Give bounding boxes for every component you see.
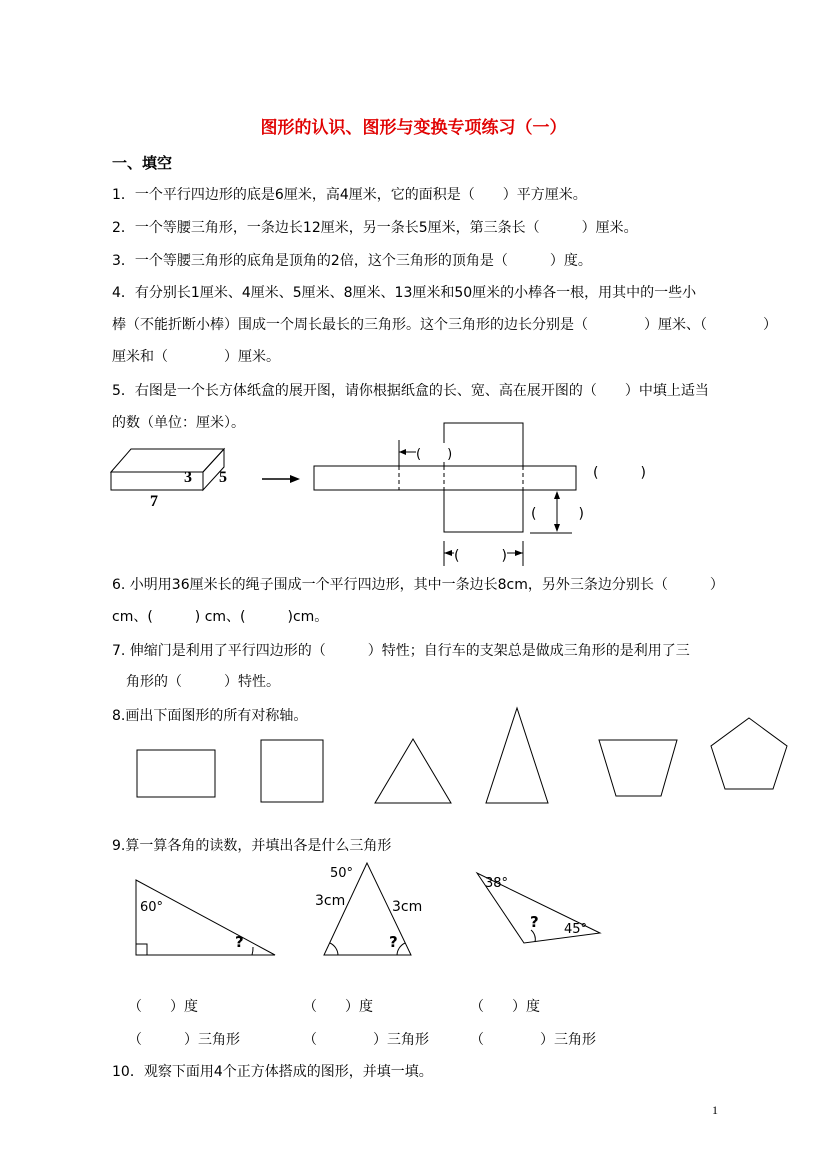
net-blank-top[interactable]: ( ) [416, 443, 452, 462]
t1-angle-label: 60° [140, 900, 164, 915]
question-10: 10．观察下面用4个正方体搭成的图形，并填一填。 [112, 1064, 433, 1080]
degree-blank-3[interactable]: （ ）度 [470, 999, 540, 1015]
triangle-type-blank-3[interactable]: （ ）三角形 [470, 1032, 596, 1048]
t3-angle-b-label: 45° [564, 922, 588, 937]
question-5-line-1: 5．右图是一个长方体纸盒的展开图，请你根据纸盒的长、宽、高在展开图的（ ）中填上适当 [112, 383, 709, 399]
question-9: 9.算一算各角的读数，并填出各是什么三角形 [112, 838, 392, 854]
question-7-line-2: 角形的（ ）特性。 [126, 674, 280, 690]
degree-blank-2[interactable]: （ ）度 [303, 999, 373, 1015]
degree-blank-1[interactable]: （ ）度 [128, 999, 198, 1015]
t3-unknown-angle: ? [530, 913, 539, 931]
net-blank-right[interactable]: ( ) [593, 465, 646, 481]
question-6-line-2: cm、( ) cm、( )cm。 [112, 609, 329, 625]
t2-top-angle-label: 50° [330, 866, 354, 881]
box-width-label: 3 [184, 469, 192, 486]
net-blank-bottom[interactable]: ( ) [454, 545, 507, 565]
question-4-line-3: 厘米和（ ）厘米。 [112, 349, 280, 365]
question-3: 3．一个等腰三角形的底角是顶角的2倍，这个三角形的顶角是（ ）度。 [112, 253, 592, 269]
box-height-label: 5 [219, 469, 227, 486]
t2-right-side-label: 3cm [392, 899, 423, 915]
section-heading: 一、填空 [112, 154, 173, 172]
t1-unknown-angle: ? [235, 933, 244, 951]
question-8: 8.画出下面图形的所有对称轴。 [112, 708, 308, 724]
right-triangle [136, 880, 275, 955]
question-6-line-1: 6. 小明用36厘米长的绳子围成一个平行四边形，其中一条边长8cm，另外三条边分别长（ ） [112, 577, 724, 593]
question-7-line-1: 7. 伸缩门是利用了平行四边形的（ ）特性；自行车的支架总是做成三角形的是利用了三 [112, 643, 690, 659]
t2-unknown-angle: ? [389, 933, 398, 951]
box-length-label: 7 [150, 493, 158, 510]
t3-angle-a-label: 38° [485, 876, 509, 891]
question-2: 2．一个等腰三角形，一条边长12厘米，另一条长5厘米，第三条长（ ）厘米。 [112, 220, 638, 236]
triangle-type-blank-2[interactable]: （ ）三角形 [303, 1032, 429, 1048]
question-4-line-2: 棒（不能折断小棒）围成一个周长最长的三角形。这个三角形的边长分别是（ ）厘米、（ ） [112, 317, 777, 333]
question-1: 1．一个平行四边形的底是6厘米，高4厘米，它的面积是（ ）平方厘米。 [112, 187, 587, 203]
page-title: 图形的认识、图形与变换专项练习（一） [260, 118, 567, 138]
question-4-line-1: 4．有分别长1厘米、4厘米、5厘米、8厘米、13厘米和50厘米的小棒各一根，用其中的一些小 [112, 285, 697, 301]
t2-left-side-label: 3cm [315, 893, 346, 909]
question-5-line-2: 的数（单位：厘米）。 [112, 415, 245, 431]
net-blank-side[interactable]: ( ) [531, 506, 584, 522]
triangle-type-blank-1[interactable]: （ ）三角形 [128, 1032, 240, 1048]
page-number: 1 [712, 1103, 718, 1117]
